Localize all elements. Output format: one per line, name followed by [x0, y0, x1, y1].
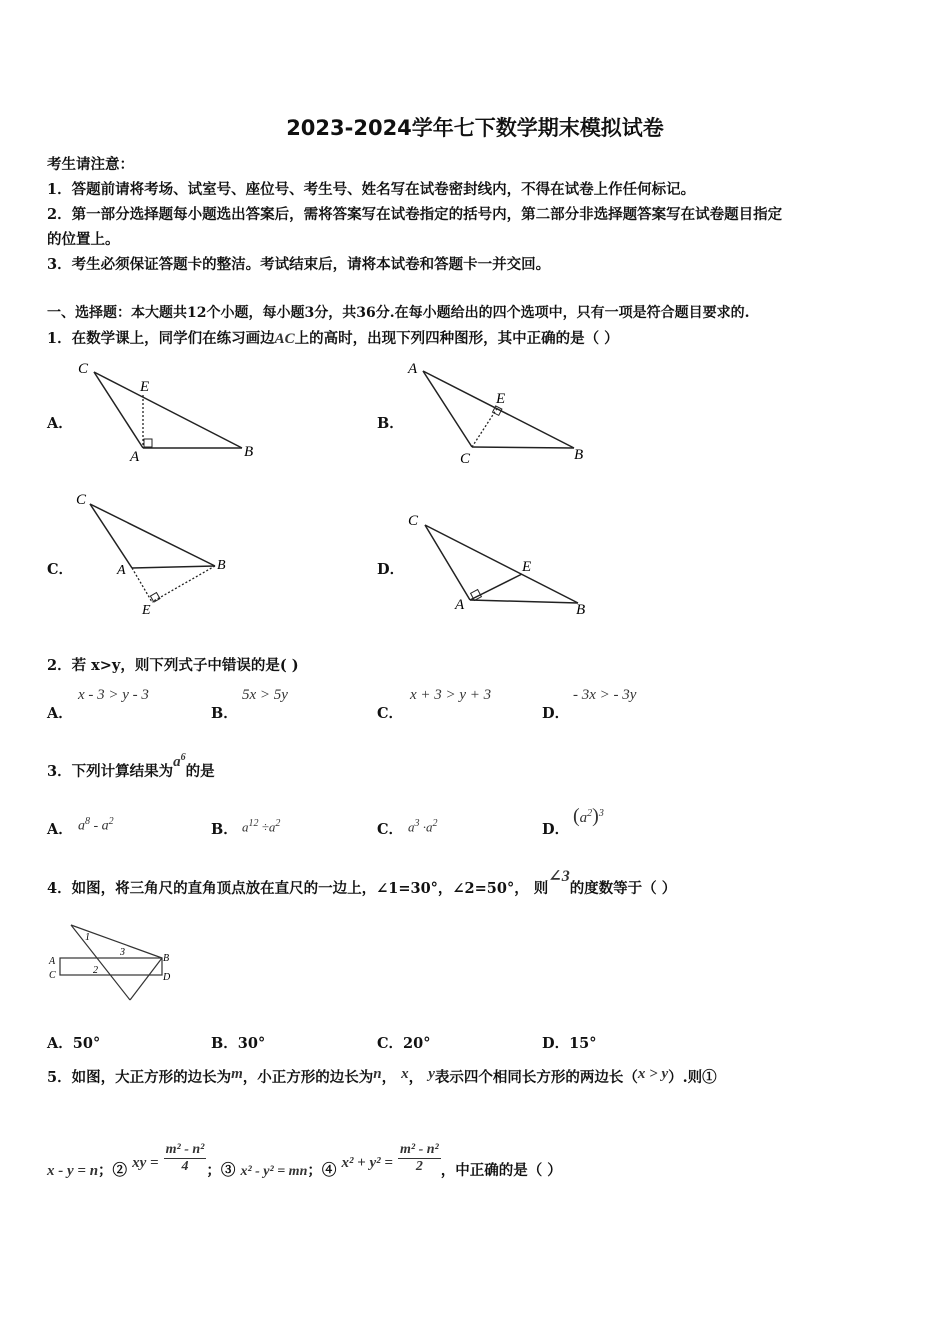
q3-text-a: 3．下列计算结果为 [47, 763, 174, 780]
q1-figure-a [70, 355, 270, 470]
q3-option-a-label: A． [47, 821, 73, 838]
q3-option-c-expr: $a^3 \cdot a^2$ [408, 818, 438, 835]
question-4 [47, 868, 677, 898]
notice-heading: 考生请注意： [47, 156, 134, 173]
label-c: C [460, 451, 471, 467]
label-b: B [576, 602, 586, 618]
q5-fraction-1: $\frac{\text{m² - n²}}{4}$ [165, 1142, 205, 1174]
q2-option-d-label: D． [542, 705, 570, 722]
q4-option-d: D．15° [542, 1035, 597, 1052]
notice-item: 的位置上。 [47, 231, 120, 248]
fig-label-a: A [49, 956, 56, 967]
question-2: 2．若 x>y，则下列式子中错误的是( ) [47, 657, 299, 674]
q5-statement-4-lhs: x² + y² = [341, 1154, 393, 1171]
q4-angle: ∠3 [548, 868, 570, 885]
q5-statement-3: x² - y² = mn [240, 1163, 308, 1179]
label-a: A [455, 597, 465, 613]
notice-item: 2．第一部分选择题每小题选出答案后，需将答案写在试卷指定的括号内，第二部分非选择题答案写在试卷题目指定 [47, 206, 783, 223]
q3-option-b-label: B． [211, 821, 238, 838]
notice-item: 1．答题前请将考场、试室号、座位号、考生号、姓名写在试卷密封线内，不得在试卷上作任何标记。 [47, 181, 696, 198]
question-3 [47, 752, 215, 781]
label-c: C [78, 361, 89, 377]
q1-figure-d [400, 505, 600, 620]
page-title: 2023-2024学年七下数学期末模拟试卷 [286, 116, 664, 140]
q1-text-a: 1．在数学课上，同学们在练习画边 [47, 330, 275, 347]
q2-option-c-label: C． [377, 705, 404, 722]
q5-statement-2-lhs: xy = [132, 1154, 159, 1171]
q5-tail: ，中正确的是（ ） [440, 1161, 562, 1179]
q3-power: $a^6$ [173, 752, 186, 770]
label-a: A [117, 563, 126, 578]
q4-option-a: A．50° [47, 1035, 101, 1052]
q5-statement-1: x - y = n [47, 1162, 99, 1179]
q1-figure-b [400, 355, 600, 470]
question-5: 5．如图，大正方形的边长为m，小正方形的边长为n， x， y表示四个相同长方形的两边长（x > y）.则① [47, 1066, 717, 1086]
label-b: B [244, 444, 254, 460]
q4-option-c: C．20° [377, 1035, 431, 1052]
label-e: E [142, 603, 151, 618]
label-e: E [496, 391, 506, 407]
q1-option-a-label: A． [47, 415, 73, 432]
q1-text-b: 上的高时，出现下列四种图形，其中正确的是（ ） [294, 330, 619, 347]
label-e: E [140, 379, 150, 395]
label-c: C [408, 513, 419, 529]
q5-statements: x - y = n；② xy = $\frac{\text{m² - n²}}{4}$ ；③ x² - y² = mn；④ x² + y² = $\frac{\text{m² - n²}}{2}$ ，中正确的是（ ） [47, 1142, 562, 1179]
label-a: A [130, 449, 140, 465]
q2-option-a-expr: x - 3 > y - 3 [78, 687, 149, 703]
q3-text-b: 的是 [185, 763, 215, 780]
fig-angle-3: 3 [120, 947, 125, 958]
q2-option-b-expr: 5x > 5y [242, 687, 288, 703]
fig-label-d: D [163, 972, 171, 983]
q3-option-d-expr: $(a^2)^3$ [573, 805, 604, 827]
notice-item: 3．考生必须保证答题卡的整洁。考试结束后，请将本试卷和答题卡一并交回。 [47, 256, 551, 273]
fig-label-b: B [163, 953, 170, 964]
q3-option-a-expr: $a^8 - a^2$ [78, 816, 114, 834]
q2-option-b-label: B． [211, 705, 238, 722]
q1-option-b-label: B． [377, 415, 404, 432]
q4-figure [45, 918, 180, 1008]
label-a: A [408, 361, 418, 377]
q5-fraction-2: $\frac{\text{m² - n²}}{2}$ [400, 1142, 439, 1174]
fig-label-c: C [49, 970, 56, 981]
fig-angle-2: 2 [93, 965, 98, 976]
q2-option-d-expr: - 3x > - 3y [573, 687, 637, 703]
q3-option-c-label: C． [377, 821, 404, 838]
q4-option-b: B．30° [211, 1035, 266, 1052]
fig-angle-1: 1 [85, 932, 90, 943]
q1-option-d-label: D． [377, 561, 405, 578]
q3-option-d-label: D． [542, 821, 570, 838]
q1-figure-c [70, 488, 270, 618]
label-b: B [217, 558, 226, 573]
q1-option-c-label: C． [47, 561, 74, 578]
q2-option-a-label: A． [47, 705, 73, 722]
q3-option-b-expr: $a^{12} \div a^2$ [242, 818, 281, 835]
q1-var-ac: AC [274, 331, 295, 347]
label-b: B [574, 447, 584, 463]
q4-text-a: 4．如图，将三角尺的直角顶点放在直尺的一边上，∠1=30°，∠2=50°， 则 [47, 880, 549, 897]
question-1 [47, 327, 619, 348]
q4-text-b: 的度数等于（ ） [569, 880, 677, 897]
label-e: E [522, 559, 532, 575]
label-c: C [76, 492, 87, 508]
q2-option-c-expr: x + 3 > y + 3 [410, 687, 492, 703]
section-heading: 一、选择题：本大题共12个小题，每小题3分，共36分.在每小题给出的四个选项中，只有一项是符合题目要求的. [47, 305, 750, 321]
